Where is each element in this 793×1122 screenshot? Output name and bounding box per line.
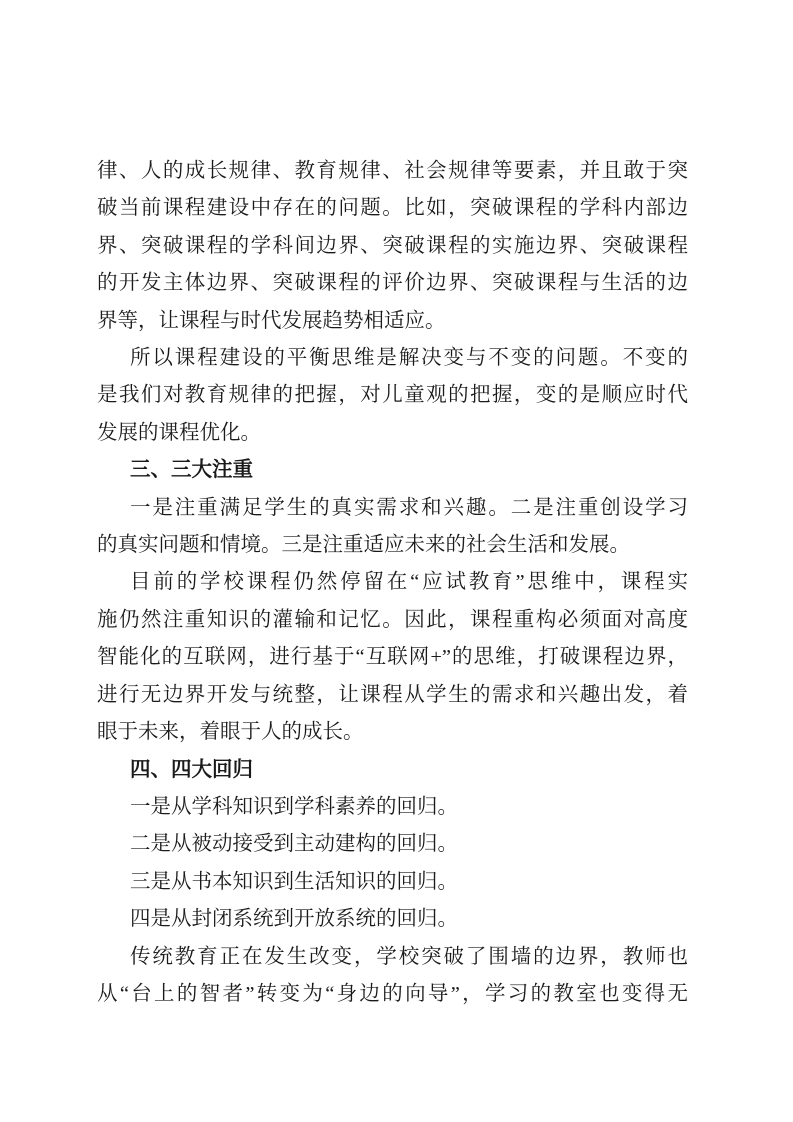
text-line: 三是从书本知识到生活知识的回归。 bbox=[130, 870, 458, 893]
section-heading: 三、三大注重 bbox=[130, 459, 253, 482]
text-line: 进行无边界开发与统整，让课程从学生的需求和兴趣出发，着 bbox=[97, 683, 688, 706]
text-line: 二是从被动接受到主动建构的回归。 bbox=[130, 833, 458, 856]
document-text bbox=[97, 153, 688, 1013]
text-line: 界、突破课程的学科间边界、突破课程的实施边界、突破课程 bbox=[97, 234, 688, 257]
text-line: 四是从封闭系统到开放系统的回归。 bbox=[130, 908, 458, 931]
paragraph bbox=[97, 153, 688, 340]
paragraph bbox=[97, 864, 688, 901]
text-line: 施仍然注重知识的灌输和记忆。因此，课程重构必须面对高度 bbox=[97, 608, 688, 631]
heading-four-returns bbox=[97, 752, 688, 789]
text-line: 一是注重满足学生的真实需求和兴趣。二是注重创设学习 bbox=[130, 496, 688, 519]
text-line: 从“台上的智者”转变为“身边的向导”，学习的教室也变得无 bbox=[97, 982, 688, 1005]
text-line: 眼于未来，着眼于人的成长。 bbox=[97, 721, 364, 744]
text-line: 的开发主体边界、突破课程的评价边界、突破课程与生活的边 bbox=[97, 272, 688, 295]
paragraph bbox=[97, 340, 688, 452]
text-line: 智能化的互联网，进行基于“互联网+”的思维，打破课程边界， bbox=[97, 646, 688, 669]
section-heading: 四、四大回归 bbox=[130, 758, 253, 781]
paragraph bbox=[97, 826, 688, 863]
text-line: 所以课程建设的平衡思维是解决变与不变的问题。不变的 bbox=[130, 347, 688, 370]
paragraph bbox=[97, 901, 688, 938]
text-line: 一是从学科知识到学科素养的回归。 bbox=[130, 795, 458, 818]
paragraph bbox=[97, 939, 688, 1014]
heading-three-emphases bbox=[97, 452, 688, 489]
text-line: 破当前课程建设中存在的问题。比如，突破课程的学科内部边 bbox=[97, 197, 688, 220]
text-line: 律、人的成长规律、教育规律、社会规律等要素，并且敢于突 bbox=[97, 160, 688, 182]
text-line: 传统教育正在发生改变，学校突破了围墙的边界，教师也 bbox=[130, 945, 688, 968]
text-line: 的真实问题和情境。三是注重适应未来的社会生活和发展。 bbox=[97, 534, 630, 557]
text-line: 发展的课程优化。 bbox=[97, 421, 261, 444]
text-line: 目前的学校课程仍然停留在“应试教育”思维中，课程实 bbox=[130, 571, 688, 594]
paragraph bbox=[97, 564, 688, 751]
paragraph bbox=[97, 789, 688, 826]
text-line: 是我们对教育规律的把握，对儿童观的把握，变的是顺应时代 bbox=[97, 384, 688, 407]
paragraph bbox=[97, 490, 688, 565]
text-line: 界等，让课程与时代发展趋势相适应。 bbox=[97, 309, 446, 332]
